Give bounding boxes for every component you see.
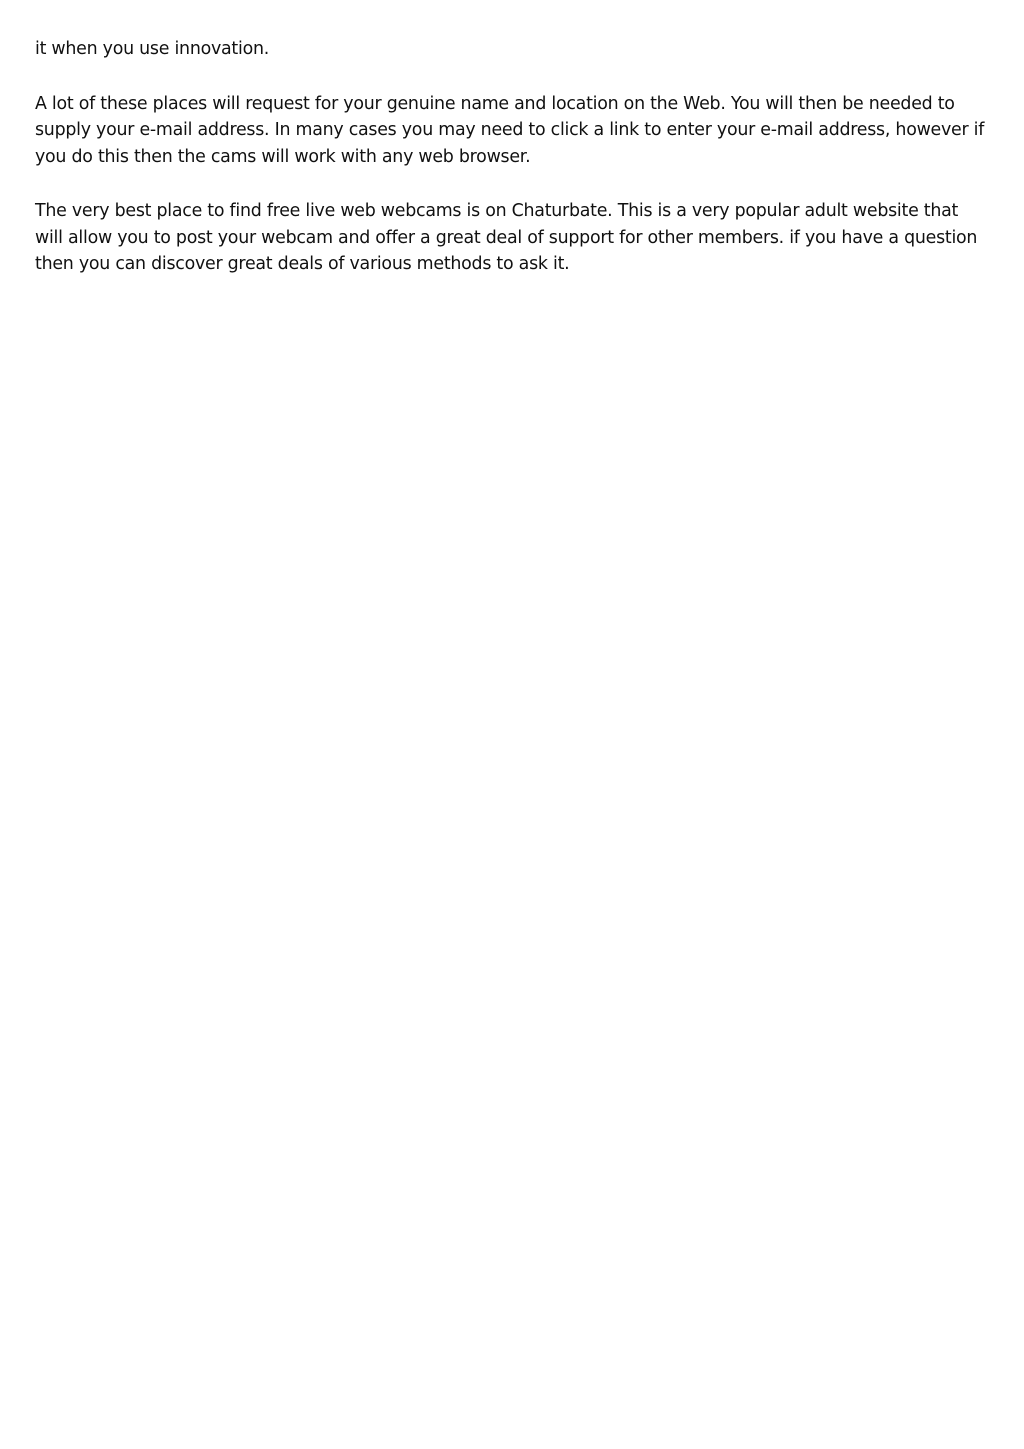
paragraph-2: A lot of these places will request for your genuine name and location on the Web. You will then be needed to supply your e-mail address. In many cases you may need to click a link to enter your e-mail address, however if you do this then the cams will work with any web browser. bbox=[35, 93, 985, 167]
paragraph-1: it when you use innovation. bbox=[35, 39, 270, 59]
paragraph-3: The very best place to find free live web webcams is on Chaturbate. This is a very popular adult website that will allow you to post your webcam and offer a great deal of support for other members. if you have a question then you can discover great deals of various methods to ask it. bbox=[35, 201, 978, 274]
document-body bbox=[35, 36, 985, 306]
